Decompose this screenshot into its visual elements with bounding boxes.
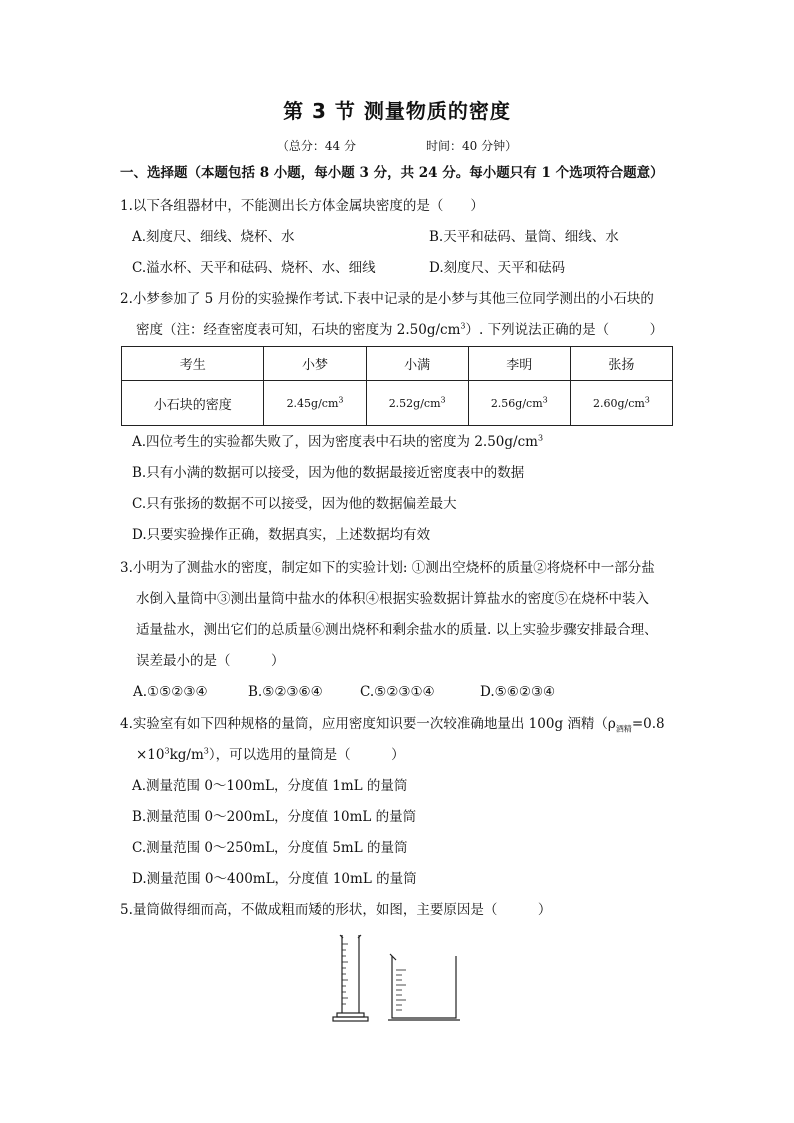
q2-option-d: D.只要实验操作正确，数据真实，上述数据均有效 xyxy=(132,527,431,543)
wide-beaker-icon xyxy=(388,954,460,1020)
q3-option-b: B.⑤②③⑥④ xyxy=(248,684,323,700)
table-cell: $2.60g/cm^3$ xyxy=(570,381,672,426)
section-heading: 一、选择题（本题包括 8 小题，每小题 3 分，共 24 分。每小题只有 1 个选项符合题意） xyxy=(120,165,664,181)
q2-stem-line1: 2.小梦参加了 5 月份的实验操作考试.下表中记录的是小梦与其他三位同学测出的小石块的 xyxy=(120,291,654,307)
q4-option-d: D.测量范围 0～400mL，分度值 10mL 的量筒 xyxy=(132,871,417,887)
q3-option-c: C.⑤②③①④ xyxy=(360,684,435,700)
table-header: 李明 xyxy=(468,347,570,381)
q1-option-a: A.刻度尺、细线、烧杯、水 xyxy=(132,229,295,245)
q3-option-a: A.①⑤②③④ xyxy=(133,684,208,700)
q2-option-a: A.四位考生的实验都失败了，因为密度表中石块的密度为 $2.50g/cm^3$ xyxy=(132,433,544,450)
table-header: 张扬 xyxy=(570,347,672,381)
q4-option-c: C.测量范围 0～250mL，分度值 5mL 的量筒 xyxy=(132,840,408,856)
table-cell: $2.45g/cm^3$ xyxy=(264,381,366,426)
q4-option-a: A.测量范围 0～100mL，分度值 1mL 的量筒 xyxy=(132,778,408,794)
q2-option-c: C.只有张扬的数据不可以接受，因为他的数据偏差最大 xyxy=(132,496,457,512)
density-table xyxy=(121,346,673,426)
exam-meta xyxy=(0,137,794,154)
q1-stem: 1.以下各组器材中，不能测出长方体金属块密度的是（ ） xyxy=(120,198,484,214)
q4-stem-line1: 4.实验室有如下四种规格的量筒，应用密度知识要一次较准确地量出 100g 酒精（$\rho_{酒精}=0.8$ xyxy=(120,716,665,734)
graduated-cylinder-icon xyxy=(333,935,368,1021)
table-row-label: 小石块的密度 xyxy=(122,381,264,426)
cylinder-and-beaker-figure xyxy=(330,930,470,1030)
q3-stem-line2: 水倒入量筒中③测出量筒中盐水的体积④根据实验数据计算盐水的密度⑤在烧杯中装入 xyxy=(136,591,649,607)
page-title: 第 3 节 测量物质的密度 xyxy=(283,99,511,123)
table-header: 小梦 xyxy=(264,347,366,381)
table-cell: $2.56g/cm^3$ xyxy=(468,381,570,426)
total-score: （总分：44 分 xyxy=(276,139,356,153)
q1-option-d: D.刻度尺、天平和砝码 xyxy=(429,260,566,276)
q2-stem-line2: 密度（注：经查密度表可知，石块的密度为 $2.50g/cm^3$）. 下列说法正确的是（ ） xyxy=(136,321,664,338)
q5-stem: 5.量筒做得细而高，不做成粗而矮的形状，如图，主要原因是（ ） xyxy=(120,902,552,918)
q4-stem-line2: $\times 10^3kg/m^3$），可以选用的量筒是（ ） xyxy=(136,746,405,763)
table-cell: $2.52g/cm^3$ xyxy=(366,381,468,426)
time-limit: 时间：40 分钟） xyxy=(426,139,518,153)
q1-option-b: B.天平和砝码、量筒、细线、水 xyxy=(429,229,619,245)
q3-stem-line4: 误差最小的是（ ） xyxy=(136,653,285,669)
q3-option-d: D.⑤⑥②③④ xyxy=(480,684,556,700)
q4-option-b: B.测量范围 0～200mL，分度值 10mL 的量筒 xyxy=(132,809,417,825)
q3-stem-line3: 适量盐水，测出它们的总质量⑥测出烧杯和剩余盐水的质量. 以上实验步骤安排最合理、 xyxy=(136,622,658,638)
q2-option-b: B.只有小满的数据可以接受，因为他的数据最接近密度表中的数据 xyxy=(132,465,525,481)
q1-option-c: C.溢水杯、天平和砝码、烧杯、水、细线 xyxy=(132,260,376,276)
table-header: 小满 xyxy=(366,347,468,381)
table-header: 考生 xyxy=(122,347,264,381)
q3-stem-line1: 3.小明为了测盐水的密度，制定如下的实验计划: ①测出空烧杯的质量②将烧杯中一部分盐 xyxy=(120,560,655,576)
